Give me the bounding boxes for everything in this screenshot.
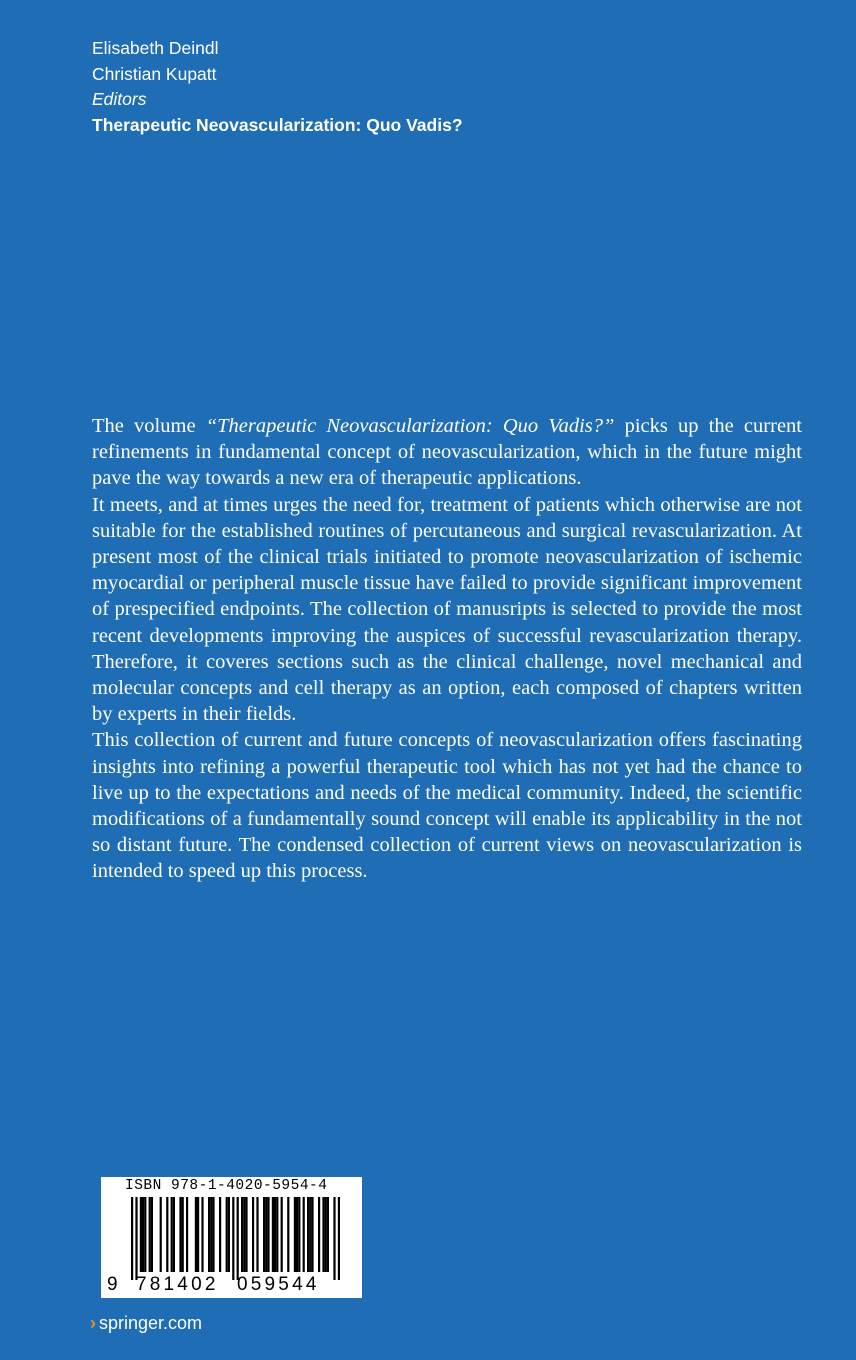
barcode-bar [131, 1197, 133, 1280]
ean-digit: 9 [107, 1274, 118, 1295]
book-title: Therapeutic Neovascularization: Quo Vadis? [92, 114, 463, 135]
blurb-paragraph: This collection of current and future concepts of neovascularization offers fascinating insights into refining a powerful therapeutic tool which has not yet had the chance to live up to the expectations and needs of the medical community. Indeed, the scientific modifications of a fundamentally sound concept will enable its applicability in the not so distant future. The condensed collection of current views on neovascularization is intended to speed up this process. [92, 729, 802, 883]
editor-name: Elisabeth Deindl [92, 38, 219, 58]
barcode-bar [272, 1197, 274, 1272]
blurb-text: picks up the current refinements in fundamental concept of neovascularization, which in the future might pave the way towards a new era of therapeutic applications. [92, 415, 802, 490]
barcode-bar [160, 1197, 162, 1272]
barcode-bar [252, 1197, 254, 1272]
blurb-book-title: “Therapeutic Neovascularization: Quo Vadis?” [205, 415, 615, 437]
barcode-bar [307, 1197, 309, 1272]
barcode-bar [232, 1197, 234, 1280]
editor-name: Christian Kupatt [92, 63, 217, 84]
barcode-bar [228, 1197, 230, 1272]
barcode-bar [142, 1197, 144, 1272]
barcode-bar [201, 1197, 203, 1272]
barcode-bar [256, 1197, 258, 1272]
barcode-bar [140, 1197, 142, 1272]
barcode-bar [219, 1197, 221, 1272]
barcode-bar [195, 1197, 197, 1272]
barcode-bar [245, 1197, 247, 1272]
barcode-bar [212, 1197, 214, 1272]
barcode-bar [276, 1197, 278, 1272]
barcode-bar [267, 1197, 269, 1272]
publisher-url: springer.com [99, 1313, 203, 1333]
barcode-bar [135, 1197, 137, 1280]
ean-digits-right: 059544 [237, 1274, 320, 1295]
barcode-bar [171, 1197, 173, 1272]
barcode-bar [327, 1197, 329, 1272]
barcode-bar [149, 1197, 151, 1272]
barcode-bar [186, 1197, 188, 1272]
barcode-bar [322, 1197, 324, 1272]
editors-label: Editors [92, 89, 147, 109]
back-cover-blurb [92, 413, 802, 885]
barcode-bar [265, 1197, 267, 1272]
barcode-bar [287, 1197, 289, 1272]
barcode-bar [197, 1197, 199, 1272]
barcode-bar [303, 1197, 305, 1272]
barcode-bar [241, 1197, 243, 1272]
barcode-bar [325, 1197, 327, 1272]
barcode-bar [237, 1197, 239, 1280]
barcode-bar [274, 1197, 276, 1272]
chevron-icon: › [90, 1313, 96, 1333]
barcode-bar [210, 1197, 212, 1272]
isbn-number: ISBN 978-1-4020-5954-4 [125, 1178, 328, 1194]
barcode-bar [166, 1197, 168, 1272]
barcode-bar [296, 1197, 298, 1272]
barcode-bar [281, 1197, 283, 1272]
ean-digits-left: 781402 [136, 1274, 219, 1295]
barcode-bar [338, 1197, 340, 1280]
barcode-bar [179, 1197, 181, 1272]
barcode-bar [294, 1197, 296, 1272]
blurb-paragraph [92, 413, 802, 492]
blurb-text: The volume [92, 415, 206, 437]
barcode-bar [333, 1197, 335, 1280]
publisher-link[interactable] [90, 1310, 202, 1336]
blurb-paragraph: It meets, and at times urges the need for, treatment of patients which otherwise are not suitable for the established routines of percutaneous and surgical revascularization. At present most of the clinical trials initiated to promote neovascularization of ischemic myocardial or peripheral muscle tissue have failed to provide significant improvement of prespecified endpoints. The collection of manusripts is selected to provide the most recent developments improving the auspices of successful revascularization therapy. Therefore, it coveres sections such as the clinical challenge, novel mechanical and molecular concepts and cell therapy as an option, each composed of chapters written by experts in their fields. [92, 493, 802, 726]
barcode-bar [298, 1197, 300, 1272]
barcode-bar [173, 1197, 175, 1272]
barcode-bar [263, 1197, 265, 1272]
barcode-bar [182, 1197, 184, 1272]
barcode-bar [208, 1197, 210, 1272]
barcode-bar [309, 1197, 311, 1272]
barcode-bar [243, 1197, 245, 1272]
barcode-bar [311, 1197, 313, 1272]
barcode-bar [144, 1197, 146, 1272]
isbn-barcode [101, 1177, 362, 1298]
barcode-bar [226, 1197, 228, 1272]
editors-block [92, 36, 792, 138]
barcode-bar [151, 1197, 153, 1272]
barcode-bar [318, 1197, 320, 1272]
